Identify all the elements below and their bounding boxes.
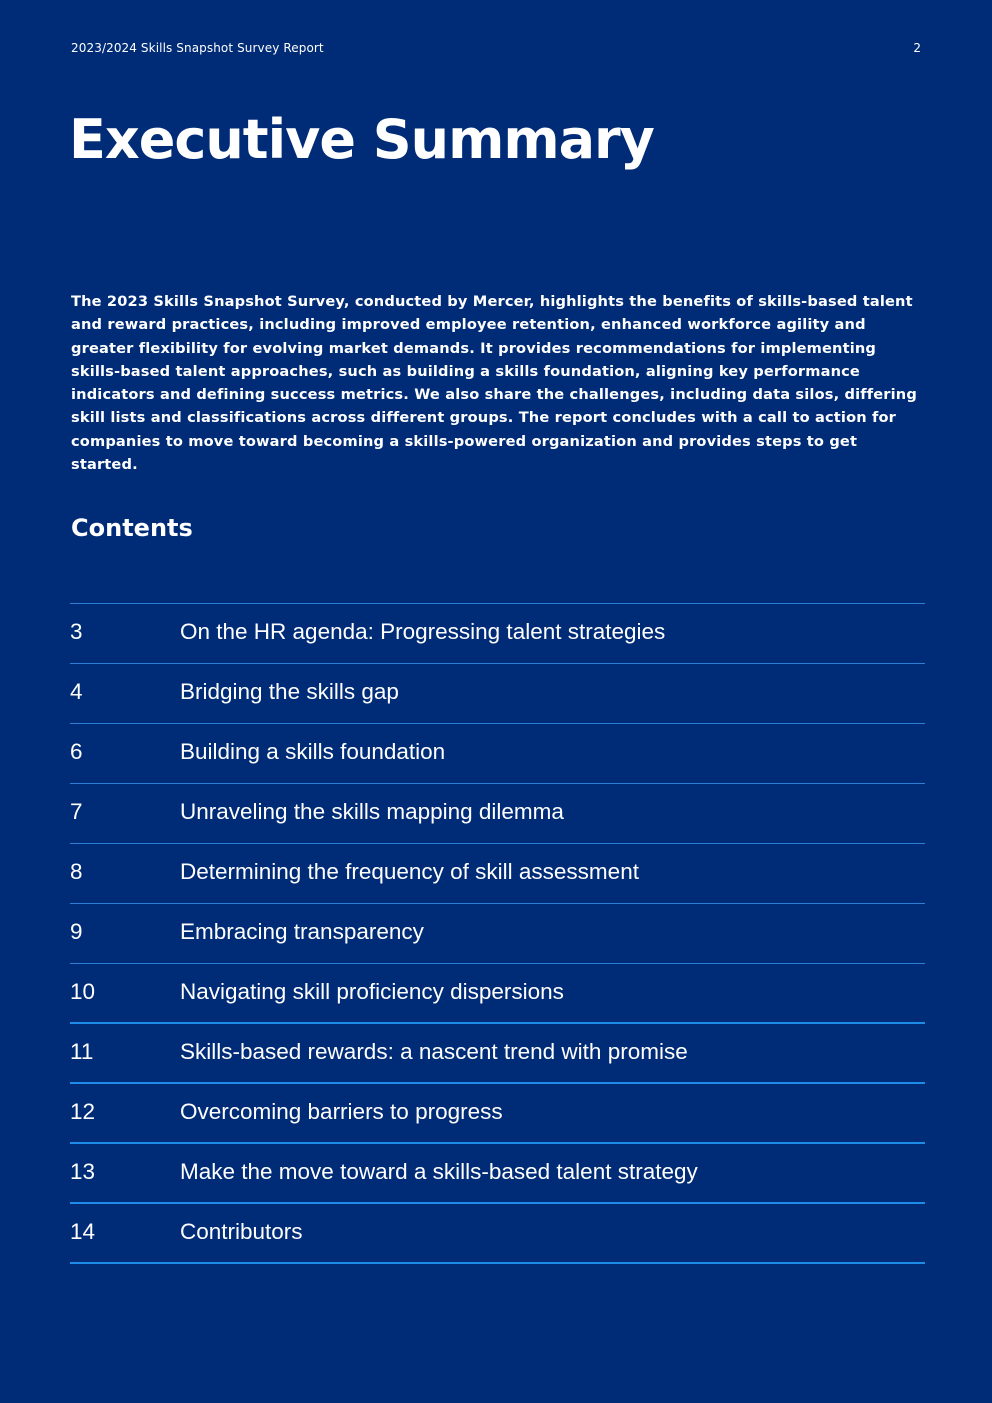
- toc-item-label: Overcoming barriers to progress: [180, 1099, 503, 1124]
- report-title: 2023/2024 Skills Snapshot Survey Report: [71, 41, 324, 55]
- toc-item-label: Skills-based rewards: a nascent trend with promise: [180, 1039, 688, 1064]
- page-title: Executive Summary: [69, 108, 654, 171]
- toc-item[interactable]: [70, 1024, 925, 1084]
- toc-item-label: Building a skills foundation: [180, 739, 446, 764]
- toc-page-number: 11: [70, 1039, 94, 1064]
- toc-item[interactable]: [70, 964, 925, 1024]
- toc-item[interactable]: [70, 844, 925, 904]
- toc-item[interactable]: [70, 1204, 925, 1264]
- toc-item-label: Determining the frequency of skill assessment: [180, 859, 639, 884]
- toc-item[interactable]: [70, 904, 925, 964]
- toc-page-number: 7: [70, 799, 83, 824]
- toc-page-number: 12: [70, 1099, 96, 1124]
- toc-page-number: 6: [70, 739, 83, 764]
- toc-item[interactable]: [70, 724, 925, 784]
- toc-item-label: Bridging the skills gap: [180, 679, 399, 704]
- page-number: 2: [913, 41, 921, 55]
- toc-item[interactable]: [70, 664, 925, 724]
- toc-item[interactable]: [70, 604, 925, 664]
- toc-item-label: Embracing transparency: [180, 919, 424, 944]
- toc-item-label: On the HR agenda: Progressing talent strategies: [180, 619, 666, 644]
- toc-page-number: 3: [70, 619, 83, 644]
- toc-item[interactable]: [70, 1144, 925, 1204]
- contents-heading: Contents: [71, 514, 193, 542]
- toc-item-label: Navigating skill proficiency dispersions: [180, 979, 564, 1004]
- toc-item-label: Make the move toward a skills-based talent strategy: [180, 1159, 698, 1184]
- toc-page-number: 8: [70, 859, 83, 884]
- summary-paragraph: The 2023 Skills Snapshot Survey, conducted by Mercer, highlights the benefits of skills-based talent and reward practices, including improved employee retention, enhanced workforce agility and greater flexibility for evolving market demands. It provides recommendations for implementing skills-based talent approaches, such as building a skills foundation, aligning key performance indicators and defining success metrics. We also share the challenges, including data silos, differing skill lists and classifications across different groups. The report concludes with a call to action for companies to move toward becoming a skills-powered organization and provides steps to get started.: [71, 293, 917, 474]
- table-of-contents: [70, 603, 925, 1264]
- toc-item-label: Unraveling the skills mapping dilemma: [180, 799, 564, 824]
- toc-item[interactable]: [70, 1084, 925, 1144]
- toc-item[interactable]: [70, 784, 925, 844]
- toc-page-number: 10: [70, 979, 96, 1004]
- toc-page-number: 14: [70, 1219, 96, 1244]
- toc-page-number: 13: [70, 1159, 96, 1184]
- toc-page-number: 9: [70, 919, 83, 944]
- running-header: [71, 40, 921, 58]
- toc-item-label: Contributors: [180, 1219, 303, 1244]
- toc-page-number: 4: [70, 679, 83, 704]
